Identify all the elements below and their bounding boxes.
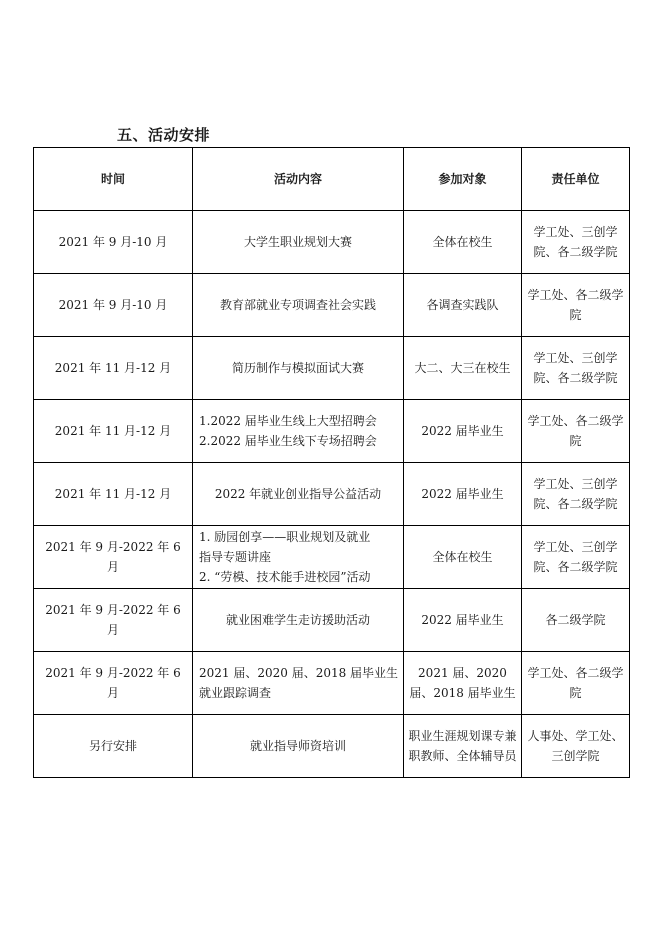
- content-line: 简历制作与模拟面试大赛: [231, 361, 364, 375]
- cell-responsible: 学工处、各二级学院: [522, 652, 630, 715]
- table-row: [34, 589, 630, 652]
- column-header-participants: 参加对象: [404, 148, 522, 211]
- cell-content: [193, 715, 404, 778]
- cell-time: 另行安排: [34, 715, 193, 778]
- table-row: [34, 337, 630, 400]
- table-header-row: [34, 148, 630, 211]
- cell-time: 2021 年 9 月-10 月: [34, 274, 193, 337]
- cell-participants: 2022 届毕业生: [404, 589, 522, 652]
- column-header-responsible: 责任单位: [522, 148, 630, 211]
- cell-participants: 全体在校生: [404, 526, 522, 589]
- content-line: 教育部就业专项调查社会实践: [219, 298, 376, 312]
- cell-time: 2021 年 11 月-12 月: [34, 337, 193, 400]
- cell-content: [193, 463, 404, 526]
- cell-responsible: 人事处、学工处、三创学院: [522, 715, 630, 778]
- cell-responsible: 学工处、各二级学院: [522, 274, 630, 337]
- table-row: [34, 274, 630, 337]
- content-line: 大学生职业规划大赛: [243, 235, 352, 249]
- content-line: 2.2022 届毕业生线下专场招聘会: [199, 434, 377, 448]
- table-row: [34, 526, 630, 589]
- content-line: 2021 届、2020 届、2018 届毕业生: [199, 666, 399, 680]
- content-line: 就业指导师资培训: [249, 739, 346, 753]
- cell-time: 2021 年 11 月-12 月: [34, 463, 193, 526]
- content-line: 1.2022 届毕业生线上大型招聘会: [199, 414, 377, 428]
- cell-responsible: 学工处、三创学院、各二级学院: [522, 211, 630, 274]
- table-body: [34, 211, 630, 778]
- column-header-time: 时间: [34, 148, 193, 211]
- cell-responsible: 学工处、三创学院、各二级学院: [522, 463, 630, 526]
- table-row: [34, 715, 630, 778]
- table-row: [34, 211, 630, 274]
- content-line: 就业跟踪调查: [199, 686, 272, 700]
- section-title: 五、活动安排: [117, 126, 211, 144]
- cell-time: 2021 年 9 月-2022 年 6 月: [34, 589, 193, 652]
- cell-content: [193, 589, 404, 652]
- cell-responsible: 学工处、三创学院、各二级学院: [522, 337, 630, 400]
- cell-content: [193, 526, 404, 589]
- cell-responsible: 各二级学院: [522, 589, 630, 652]
- content-line: 指导专题讲座: [199, 550, 272, 564]
- table-row: [34, 652, 630, 715]
- cell-participants: 各调查实践队: [404, 274, 522, 337]
- cell-content: [193, 274, 404, 337]
- cell-content: [193, 400, 404, 463]
- cell-time: 2021 年 11 月-12 月: [34, 400, 193, 463]
- cell-participants: 大二、大三在校生: [404, 337, 522, 400]
- activity-schedule-table: [33, 147, 630, 778]
- cell-time: 2021 年 9 月-10 月: [34, 211, 193, 274]
- content-line: 1. 励园创享——职业规划及就业: [199, 530, 371, 544]
- content-line: 2022 年就业创业指导公益活动: [214, 487, 382, 501]
- cell-time: 2021 年 9 月-2022 年 6 月: [34, 652, 193, 715]
- table-row: [34, 463, 630, 526]
- cell-time: 2021 年 9 月-2022 年 6 月: [34, 526, 193, 589]
- content-line: 就业困难学生走访援助活动: [225, 613, 370, 627]
- cell-responsible: 学工处、各二级学院: [522, 400, 630, 463]
- cell-participants: 全体在校生: [404, 211, 522, 274]
- cell-participants: 2022 届毕业生: [404, 400, 522, 463]
- cell-content: [193, 211, 404, 274]
- cell-participants: 2022 届毕业生: [404, 463, 522, 526]
- cell-participants: 2021 届、2020 届、2018 届毕业生: [404, 652, 522, 715]
- column-header-content: 活动内容: [193, 148, 404, 211]
- cell-content: [193, 337, 404, 400]
- table-row: [34, 400, 630, 463]
- cell-responsible: 学工处、三创学院、各二级学院: [522, 526, 630, 589]
- cell-participants: 职业生涯规划课专兼职教师、全体辅导员: [404, 715, 522, 778]
- cell-content: [193, 652, 404, 715]
- content-line: 2. “劳模、技术能手进校园”活动: [199, 570, 371, 584]
